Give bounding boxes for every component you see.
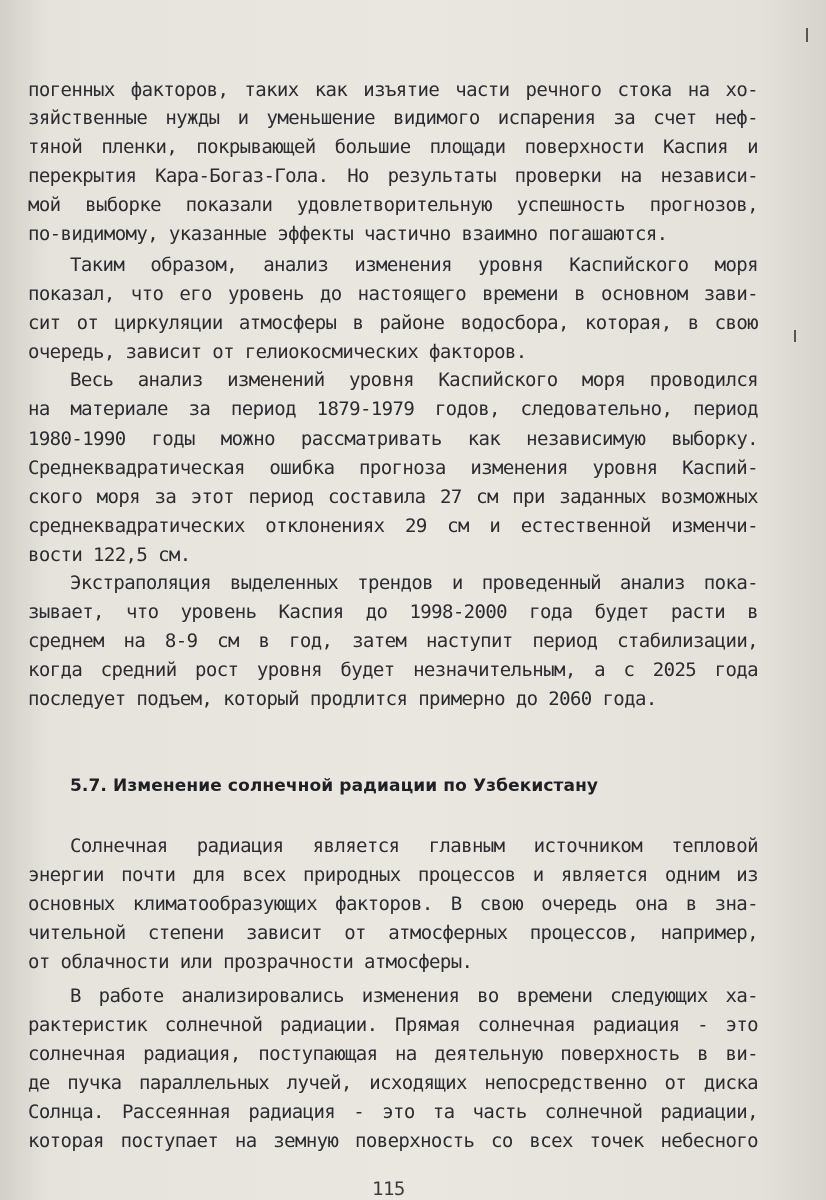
text-line: последует подъем, который продлится примерно до 2060 года. bbox=[28, 688, 657, 710]
text-line: 1980-1990 годы можно рассматривать как независимую выборку. bbox=[28, 428, 758, 450]
text-line: очередь, зависит от гелиокосмических факторов. bbox=[28, 341, 527, 363]
text-line: чительной степени зависит от атмосферных процессов, например, bbox=[28, 922, 758, 944]
text-line: ского моря за этот период составила 27 см при заданных возможных bbox=[28, 486, 758, 508]
text-line: рактеристик солнечной радиации. Прямая солнечная радиация - это bbox=[28, 1014, 758, 1036]
text-line: среднеквадратических отклонениях 29 см и естественной изменчи- bbox=[28, 515, 758, 537]
text-line: тяной пленки, покрывающей большие площади поверхности Каспия и bbox=[28, 136, 758, 158]
text-line: В работе анализировались изменения во времени следующих ха- bbox=[70, 985, 758, 1007]
text-line: энергии почти для всех природных процессов и является одним из bbox=[28, 864, 758, 886]
text-line: показал, что его уровень до настоящего времени в основном зави- bbox=[28, 283, 758, 305]
text-line: Весь анализ изменений уровня Каспийского моря проводился bbox=[70, 369, 758, 391]
text-line: солнечная радиация, поступающая на деятельную поверхность в ви- bbox=[28, 1043, 758, 1065]
text-line: Экстраполяция выделенных трендов и проведенный анализ пока- bbox=[70, 572, 758, 594]
text-line: основных климатообразующих факторов. В свою очередь она в зна- bbox=[28, 893, 758, 915]
text-line: на материале за период 1879-1979 годов, следовательно, период bbox=[28, 398, 758, 420]
text-line: по-видимому, указанные эффекты частично взаимно погашаются. bbox=[28, 223, 668, 245]
page-number: 115 bbox=[372, 1178, 405, 1200]
text-line: де пучка параллельных лучей, исходящих непосредственно от диска bbox=[28, 1072, 758, 1094]
text-line: вости 122,5 см. bbox=[28, 544, 191, 566]
text-line: среднем на 8-9 см в год, затем наступит период стабилизации, bbox=[28, 630, 758, 652]
text-line: мой выборке показали удовлетворительную успешность прогнозов, bbox=[28, 194, 758, 216]
text-line: перекрытия Кара-Богаз-Гола. Но результаты проверки на независи- bbox=[28, 165, 758, 187]
text-line: погенных факторов, таких как изъятие части речного стока на хо- bbox=[28, 79, 758, 101]
text-line: Солнца. Рассеянная радиация - это та часть солнечной радиации, bbox=[28, 1101, 758, 1123]
text-line: зывает, что уровень Каспия до 1998-2000 года будет расти в bbox=[28, 601, 758, 623]
text-line: от облачности или прозрачности атмосферы. bbox=[28, 951, 473, 973]
text-line: которая поступает на земную поверхность со всех точек небесного bbox=[28, 1130, 758, 1152]
text-line: когда средний рост уровня будет незначительным, а с 2025 года bbox=[28, 659, 758, 681]
section-heading: 5.7. Изменение солнечной радиации по Узбекистану bbox=[70, 776, 599, 796]
scan-mark bbox=[794, 330, 796, 342]
text-line: Среднеквадратическая ошибка прогноза изменения уровня Каспий- bbox=[28, 457, 758, 479]
text-line: сит от циркуляции атмосферы в районе водосбора, которая, в свою bbox=[28, 312, 758, 334]
text-line: зяйственные нужды и уменьшение видимого испарения за счет неф- bbox=[28, 107, 758, 129]
scan-mark bbox=[806, 28, 808, 42]
text-line: Солнечная радиация является главным источником тепловой bbox=[70, 835, 758, 857]
text-line: Таким образом, анализ изменения уровня Каспийского моря bbox=[70, 254, 758, 276]
